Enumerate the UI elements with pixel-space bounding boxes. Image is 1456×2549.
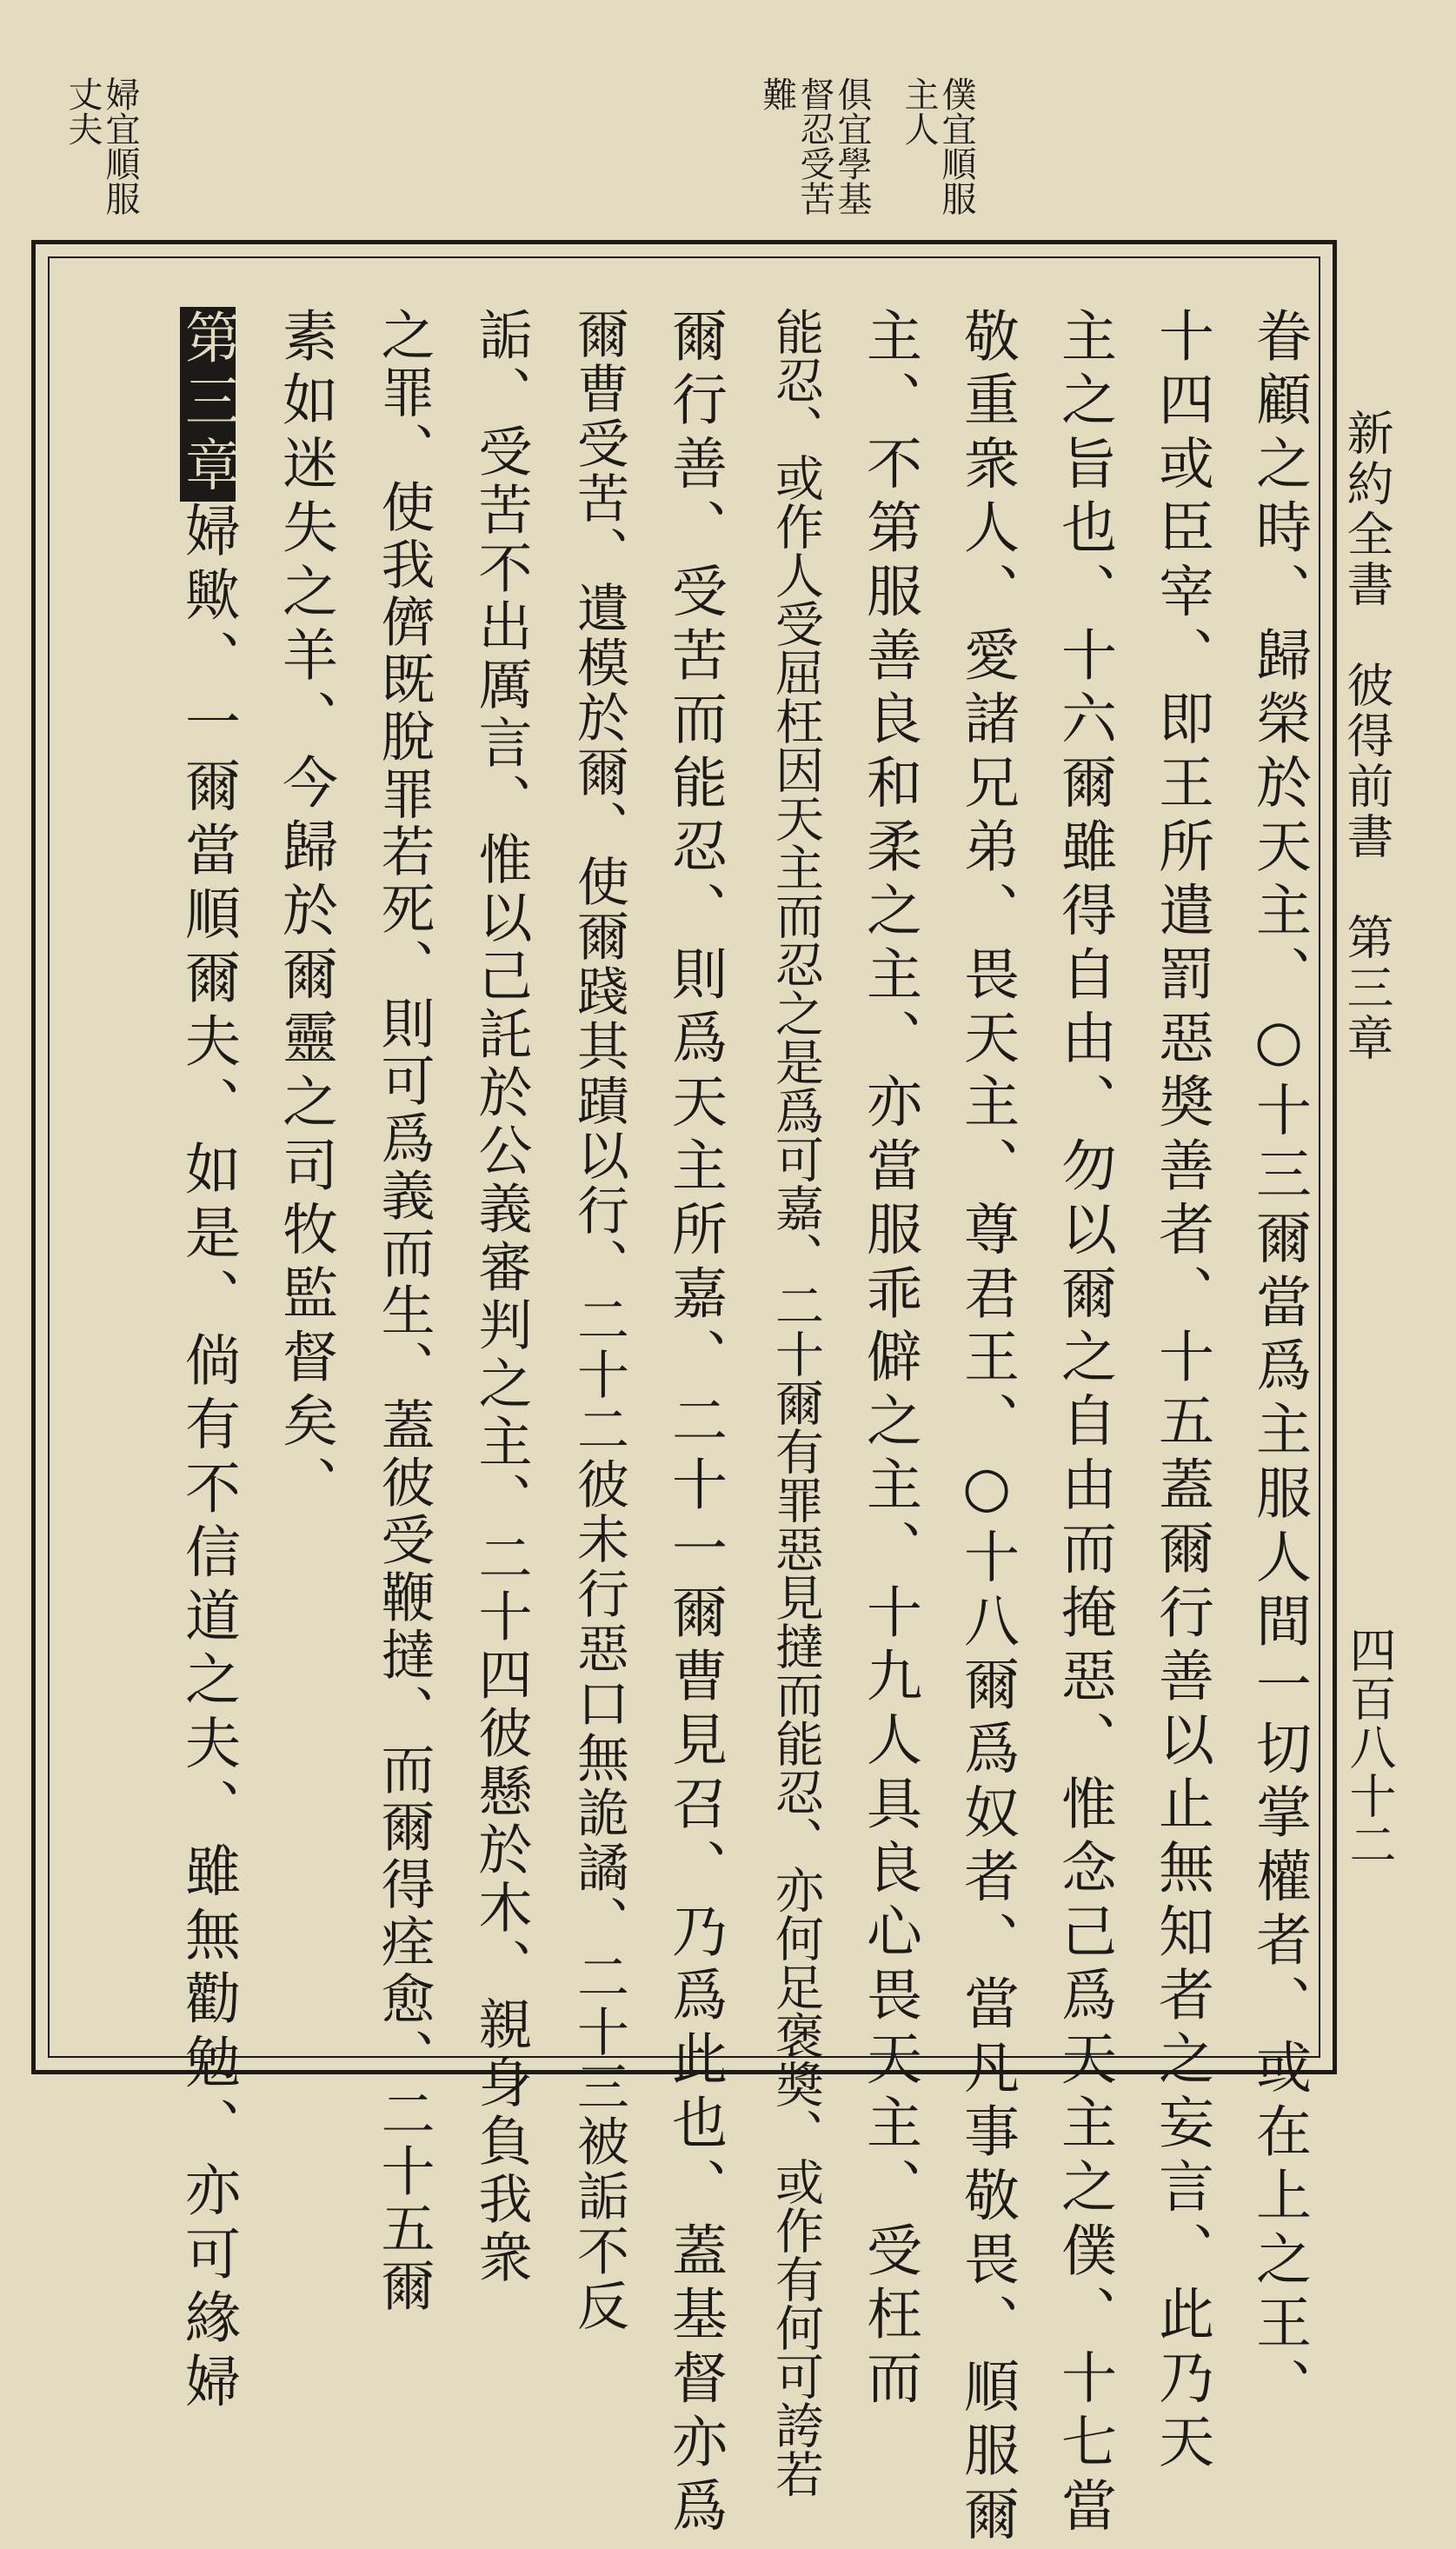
text-column-12	[163, 307, 240, 2417]
headnote-suffering-1: 俱宜學基	[832, 77, 872, 216]
text-column-7: 爾行善、受苦而能忍、則爲天主所嘉、二十一爾曹見召、乃爲此也、蓋基督亦爲	[662, 307, 727, 2540]
headnote-wives-2: 丈夫	[63, 77, 103, 146]
text-frame-inner	[48, 256, 1320, 2549]
text-column-1: 眷顧之時、歸榮於天主、○十三爾當爲主服人間一切掌權者、或在上之王、	[1247, 307, 1311, 2422]
text-column-4: 敬重衆人、愛諸兄弟、畏天主、尊君王、○十八爾爲奴者、當凡事敬畏、順服爾	[954, 307, 1019, 2549]
headnote-servants-1: 僕宜順服	[936, 77, 976, 216]
chapter-heading: 第三章	[176, 309, 240, 501]
text-frame	[31, 240, 1337, 2549]
headnote-wives-1: 婦宜順服	[100, 77, 140, 216]
text-column-3: 主之旨也、十六爾雖得自由、勿以爾之自由而掩惡、惟念己爲天主之僕、十七當	[1052, 307, 1116, 2540]
text-column-10: 之罪、使我儕既脫罪若死、則可爲義而生、蓋彼受鞭撻、而爾得痊愈、二十五爾	[372, 307, 435, 2315]
headnote-suffering-3: 難	[757, 77, 797, 111]
text-column-2: 十四或臣宰、即王所遣罰惡奬善者、十五蓋爾行善以止無知者之妄言、此乃天	[1149, 307, 1213, 2477]
text-column-12-body: 婦歟、一爾當順爾夫、如是、倘有不信道之夫、雖無勸勉、亦可緣婦	[176, 502, 240, 2417]
running-header: 新約全書 彼得前書 第三章	[1340, 409, 1394, 1064]
page-number: 四百八十二	[1342, 1626, 1397, 1869]
headnote-servants-2: 主人	[899, 77, 939, 146]
text-column-6: 能忍、或作人受屈枉因天主而忍之是爲可嘉、二十爾有罪惡見撻而能忍、亦何足褒奬、或作有何可誇若	[768, 307, 824, 2498]
text-column-5: 主、不第服善良和柔之主、亦當服乖僻之主、十九人具良心畏天主、受枉而	[857, 307, 921, 2413]
headnote-suffering-2: 督忍受苦	[794, 77, 834, 216]
text-column-8: 爾曹受苦、遺模於爾、使爾踐其蹟以行、二十二彼未行惡口無詭譎、二十三被詬不反	[568, 307, 629, 2333]
text-column-11: 素如迷失之羊、今歸於爾靈之司牧監督矣、	[273, 307, 337, 1520]
text-column-9: 詬、受苦不出厲言、惟以己託於公義審判之主、二十四彼懸於木、親身負我衆	[469, 307, 533, 2287]
